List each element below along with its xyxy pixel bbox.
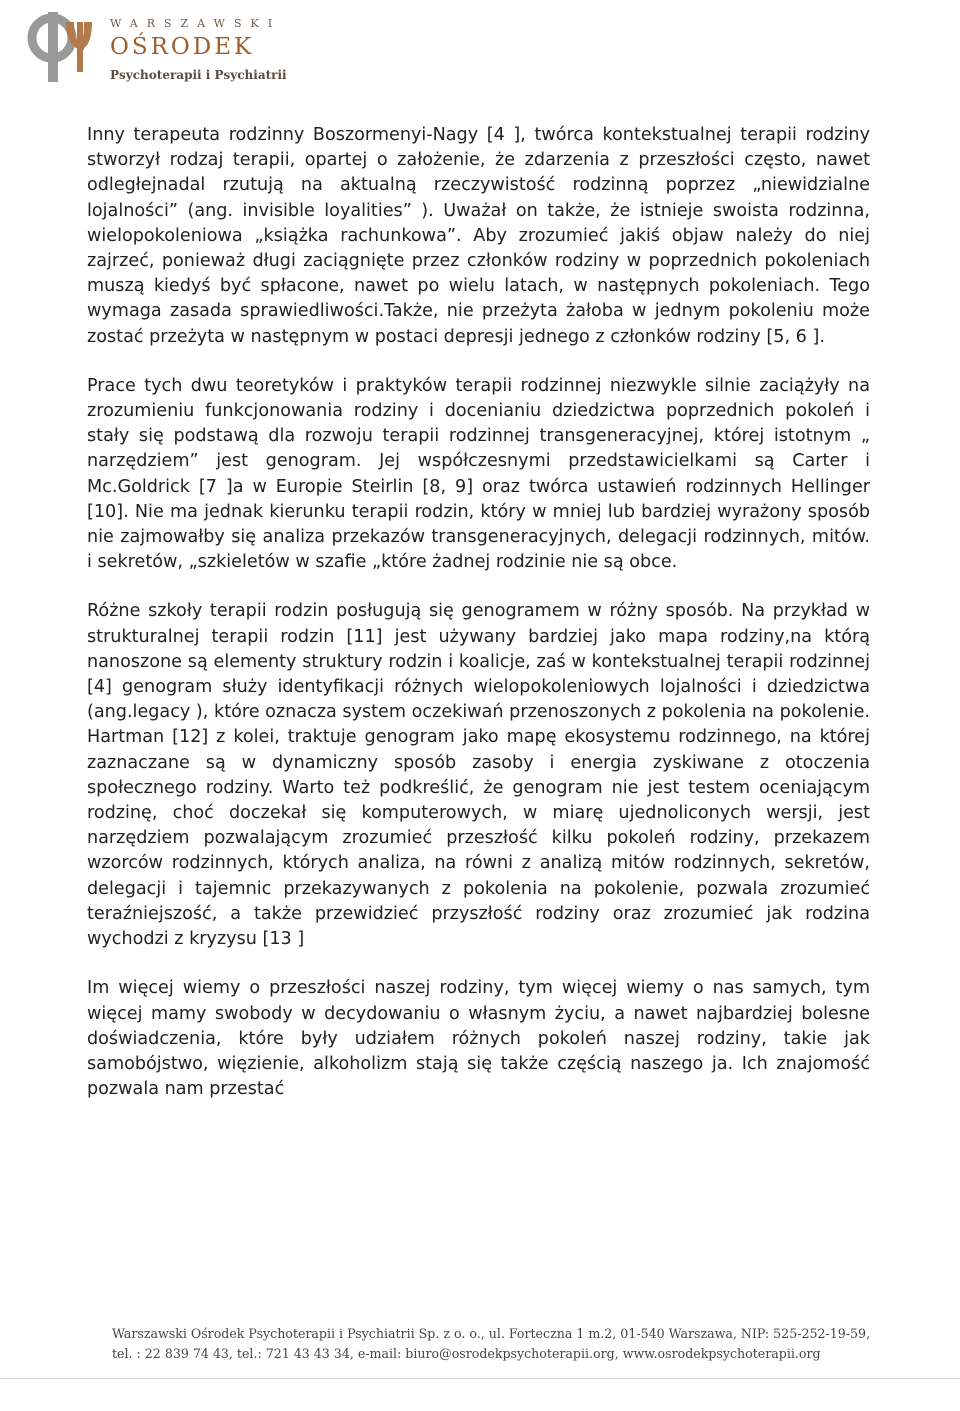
phi-psi-logo-icon xyxy=(22,8,102,86)
logo-line-warszawski: WARSZAWSKI xyxy=(110,17,282,30)
footer-address: Warszawski Ośrodek Psychoterapii i Psychiatrii Sp. z o. o., ul. Forteczna 1 m.2, 01-540 Warszawa, NIP: 525-252-19-59, xyxy=(112,1326,871,1341)
logo-line-osrodek: OŚRODEK xyxy=(110,34,255,60)
footer-contact: tel. : 22 839 74 43, tel.: 721 43 43 34, e-mail: biuro@osrodekpsychoterapii.org, www.osrodekpsychoterapii.org xyxy=(112,1346,821,1361)
paragraph-1: Inny terapeuta rodzinny Boszormenyi-Nagy [4 ], twórca kontekstualnej terapii rodziny stworzył rodzaj terapii, opartej o założenie, że zdarzenia z przeszłości często, nawet odległejnadal rzutują na aktualną rzeczywistość rodzinną poprzez „niewidzialne lojalności” (ang. invisible loyalities” ). Uważał on także, że istnieje swoista rodzinna, wielopokoleniowa „książka rachunkowa”. Aby zrozumieć jakiś objaw należy do niej zajrzeć, ponieważ długi zaciągnięte przez członków rodziny w poprzednich pokoleniach muszą kiedyś być spłacone, nawet po wielu latach, w następnych pokoleniach. Tego wymaga zasada sprawiedliwości.Także, nie przeżyta żałoba w jednym pokoleniu może zostać przeżyta w następnym w postaci depresji jednego z członków rodziny [5, 6 ]. xyxy=(87,125,870,347)
paragraph-3: Różne szkoły terapii rodzin posługują się genogramem w różny sposób. Na przykład w strukturalnej terapii rodzin [11] jest używany bardziej jako mapa rodziny,na którą nanoszone są elementy struktury rodzin i koalicje, zaś w kontekstualnej terapii rodzinnej [4] genogram służy identyfikacji różnych wielopokoleniowych lojalności i dziedzictwa (ang.legacy ), które oznacza system oczekiwań przenoszonych z pokolenia na pokolenie. Hartman [12] z kolei, traktuje genogram jako mapę ekosystemu rodzinnego, na której zaznaczane są w dynamiczny sposób zasoby i energia zyskiwane z otoczenia społecznego rodziny. Warto też podkreślić, że genogram nie jest testem oceniającym rodzinę, choć doczekał się komputerowych, w miarę ujednoliconych wersji, jest narzędziem pozwalającym zrozumieć przeszłość kilku pokoleń rodziny, przekazem wzorców rodzinnych, których analiza, na równi z analizą mitów rodzinnych, sekretów, delegacji i tajemnic przekazywanych z pokolenia na pokolenie, pozwala zrozumieć teraźniejszość, a także przewidzieć przyszłość rodziny oraz zrozumieć jak rodzina wychodzi z kryzysu [13 ] xyxy=(87,601,870,950)
page-bottom-divider xyxy=(0,1378,960,1379)
body-text xyxy=(87,123,870,1102)
footer xyxy=(112,1324,871,1364)
logo-line-subtitle: Psychoterapii i Psychiatrii xyxy=(110,68,287,82)
paragraph-2: Prace tych dwu teoretyków i praktyków terapii rodzinnej niezwykle silnie zaciążyły na zrozumieniu funkcjonowania rodziny i docenianiu dziedzictwa poprzednich pokoleń i stały się podstawą dla rozwoju terapii rodzinnej transgeneracyjnej, której istotnym „ narzędziem” jest genogram. Jej współczesnymi przedstawicielkami są Carter i Mc.Goldrick [7 ]a w Europie Steirlin [8, 9] oraz twórca ustawień rodzinnych Hellinger [10]. Nie ma jednak kierunku terapii rodzin, który w mniej lub bardziej wyrażony sposób nie zajmowałby się analiza przekazów transgeneracyjnych, delegacji rodzinnych, mitów. i sekretów, „szkieletów w szafie „które żadnej rodzinie nie są obce. xyxy=(87,375,870,573)
paragraph-4: Im więcej wiemy o przeszłości naszej rodziny, tym więcej wiemy o nas samych, tym więcej mamy swobody w decydowaniu o własnym życiu, a nawet najbardziej bolesne doświadczenia, które były udziałem różnych pokoleń naszej rodziny, takie jak samobójstwo, więzienie, alkoholizm stają się także częścią naszego ja. Ich znajomość pozwala nam przestać xyxy=(87,978,870,1100)
header-logo xyxy=(22,8,322,88)
